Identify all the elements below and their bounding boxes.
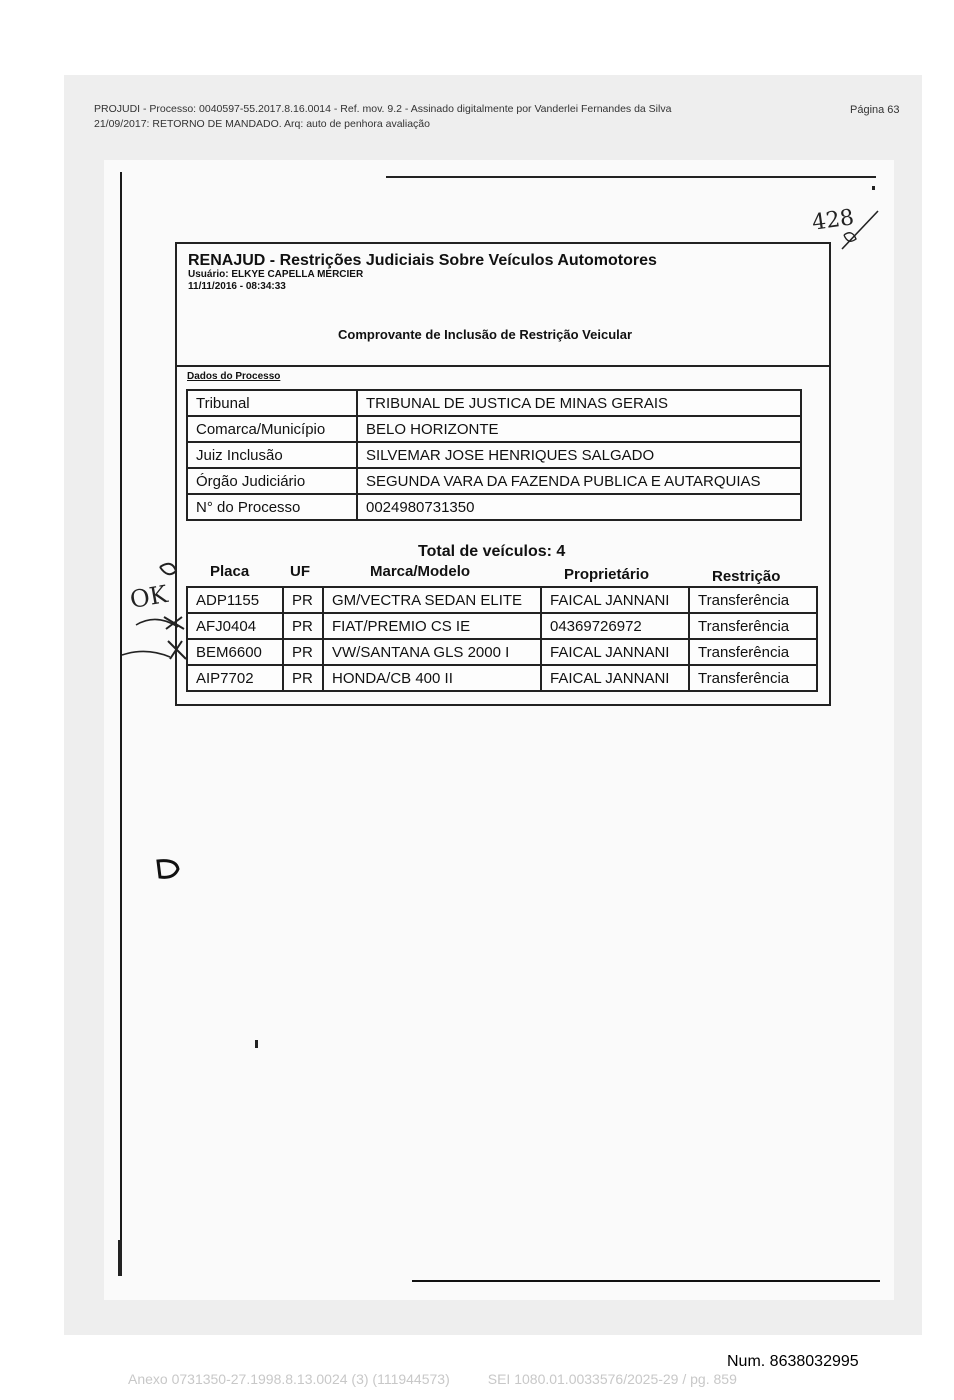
cell-placa: AFJ0404: [187, 613, 283, 639]
process-value: BELO HORIZONTE: [357, 416, 801, 442]
handwritten-check-marks: [116, 555, 196, 665]
page-number: Página 63: [850, 104, 900, 116]
handwritten-folio: 428: [810, 205, 856, 236]
process-key: Órgão Judiciário: [187, 468, 357, 494]
footer: [128, 1371, 737, 1387]
document-number: Num. 8638032995: [727, 1353, 859, 1370]
cell-proprietario: FAICAL JANNANI: [541, 639, 689, 665]
left-edge-line: [120, 172, 122, 1272]
user-line: Usuário: ELKYE CAPELLA MERCIER: [188, 269, 364, 280]
header-placa: Placa: [210, 563, 250, 580]
process-key: Tribunal: [187, 390, 357, 416]
cell-modelo: VW/SANTANA GLS 2000 I: [323, 639, 541, 665]
projudi-header: [94, 102, 671, 132]
table-row: [187, 665, 817, 691]
cell-restricao: Transferência: [689, 587, 817, 613]
cell-uf: PR: [283, 613, 323, 639]
process-value: SEGUNDA VARA DA FAZENDA PUBLICA E AUTARQUIAS: [357, 468, 801, 494]
table-row: [187, 442, 801, 468]
header-restricao: Restrição: [712, 568, 781, 585]
cell-restricao: Transferência: [689, 613, 817, 639]
header-marca-modelo: Marca/Modelo: [370, 563, 471, 580]
document-subtitle: Comprovante de Inclusão de Restrição Veicular: [338, 327, 633, 342]
cell-modelo: FIAT/PREMIO CS IE: [323, 613, 541, 639]
process-key: N° do Processo: [187, 494, 357, 520]
cell-modelo: GM/VECTRA SEDAN ELITE: [323, 587, 541, 613]
top-rule: [386, 176, 876, 178]
scan-speck: [872, 186, 875, 190]
table-row: [187, 587, 817, 613]
cell-uf: PR: [283, 639, 323, 665]
bottom-rule: [412, 1280, 880, 1282]
cell-proprietario: FAICAL JANNANI: [541, 587, 689, 613]
handwritten-ok: OK: [127, 579, 170, 615]
header-uf: UF: [290, 563, 310, 580]
process-section-label: Dados do Processo: [187, 371, 281, 382]
footer-anexo: Anexo 0731350-27.1998.8.13.0024 (3) (111944573): [128, 1371, 450, 1387]
table-row: [187, 416, 801, 442]
scan-speck: [118, 1240, 122, 1276]
binder-hole-mark: [152, 855, 182, 881]
cell-uf: PR: [283, 665, 323, 691]
cell-uf: PR: [283, 587, 323, 613]
header-proprietario: Proprietário: [564, 566, 650, 583]
table-row: [187, 639, 817, 665]
table-row: [187, 613, 817, 639]
process-key: Comarca/Município: [187, 416, 357, 442]
table-row: [187, 390, 801, 416]
process-key: Juiz Inclusão: [187, 442, 357, 468]
vehicles-table: [186, 586, 818, 692]
document-title: RENAJUD - Restrições Judiciais Sobre Veículos Automotores: [188, 252, 657, 269]
datetime-line: 11/11/2016 - 08:34:33: [188, 281, 286, 292]
process-value: SILVEMAR JOSE HENRIQUES SALGADO: [357, 442, 801, 468]
cell-proprietario: 04369726972: [541, 613, 689, 639]
frame-separator: [175, 365, 829, 367]
cell-placa: BEM6600: [187, 639, 283, 665]
cell-placa: ADP1155: [187, 587, 283, 613]
process-table: [186, 389, 802, 521]
scan-speck: [255, 1040, 258, 1048]
handwritten-stroke: [838, 205, 884, 253]
header-line-2: 21/09/2017: RETORNO DE MANDADO. Arq: auto de penhora avaliação: [94, 118, 430, 130]
cell-proprietario: FAICAL JANNANI: [541, 665, 689, 691]
total-vehicles: Total de veículos: 4: [418, 543, 566, 560]
cell-placa: AIP7702: [187, 665, 283, 691]
cell-restricao: Transferência: [689, 639, 817, 665]
cell-modelo: HONDA/CB 400 II: [323, 665, 541, 691]
table-row: [187, 468, 801, 494]
table-row: [187, 494, 801, 520]
cell-restricao: Transferência: [689, 665, 817, 691]
process-value: TRIBUNAL DE JUSTICA DE MINAS GERAIS: [357, 390, 801, 416]
process-value: 0024980731350: [357, 494, 801, 520]
footer-sei: SEI 1080.01.0033576/2025-29 / pg. 859: [487, 1371, 737, 1387]
header-line-1: PROJUDI - Processo: 0040597-55.2017.8.16.0014 - Ref. mov. 9.2 - Assinado digitalmente por Vanderlei Fernandes da Silva: [94, 103, 672, 115]
